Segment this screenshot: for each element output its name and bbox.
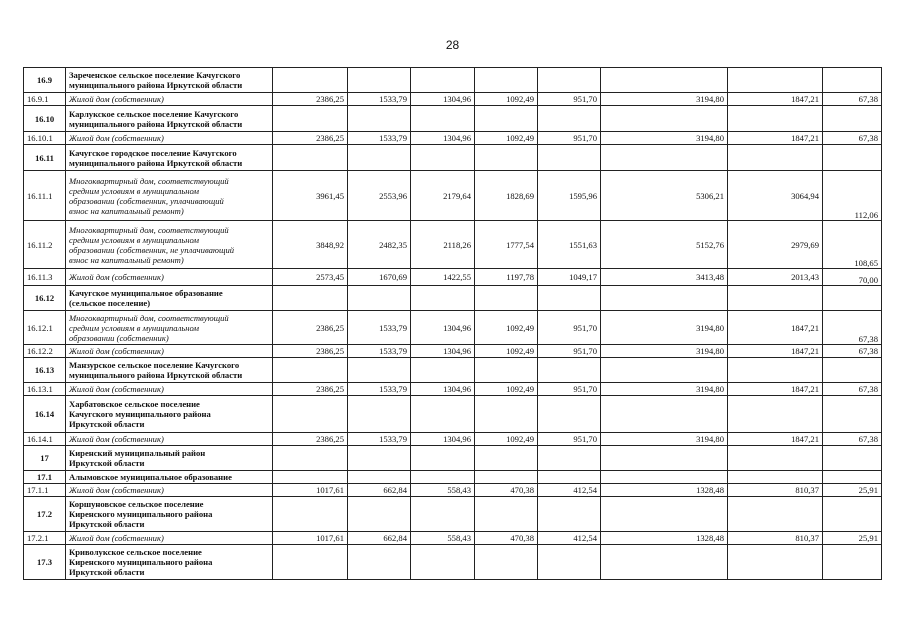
row-code: 17 <box>24 446 66 471</box>
name-line: муниципального района Иркутской области <box>69 157 243 168</box>
tariff-value: 2482,35 <box>348 221 411 269</box>
tariff-value: 1017,61 <box>273 532 348 545</box>
tariff-value: 1533,79 <box>348 311 411 345</box>
empty-cell <box>411 145 475 171</box>
empty-cell <box>601 396 728 433</box>
row-code: 16.12.1 <box>24 311 66 345</box>
empty-cell <box>475 471 538 484</box>
table-row <box>24 311 882 345</box>
empty-cell <box>411 358 475 383</box>
tariff-value: 951,70 <box>538 383 601 396</box>
empty-cell <box>728 446 823 471</box>
row-code: 16.9.1 <box>24 93 66 106</box>
empty-cell <box>411 68 475 93</box>
tariff-value: 1847,21 <box>728 311 823 345</box>
name-line: Алымовское муниципальное образование <box>69 472 232 482</box>
tariff-value: 662,84 <box>348 484 411 497</box>
name-line: образовании (собственник, уплачивающий <box>69 195 224 206</box>
name-line: Зареченское сельское поселение Качугского <box>69 70 241 80</box>
empty-cell <box>823 358 882 383</box>
empty-cell <box>273 68 348 93</box>
empty-cell <box>273 545 348 580</box>
tariff-value: 1092,49 <box>475 311 538 345</box>
tariff-value: 1197,78 <box>475 269 538 286</box>
tariff-value: 3848,92 <box>273 221 348 269</box>
empty-cell <box>538 358 601 383</box>
name-line: Киренского муниципального района <box>69 509 213 519</box>
tariff-value: 1092,49 <box>475 433 538 446</box>
name-line: муниципального района Иркутской области <box>69 370 243 380</box>
name-line: Жилой дом (собственник) <box>69 133 164 143</box>
name-line: Жилой дом (собственник) <box>69 533 164 543</box>
tariff-value: 951,70 <box>538 433 601 446</box>
tariff-value: 951,70 <box>538 93 601 106</box>
tariff-value: 3194,80 <box>601 132 728 145</box>
empty-cell <box>411 396 475 433</box>
empty-cell <box>823 286 882 311</box>
empty-cell <box>411 471 475 484</box>
section-title <box>66 358 273 383</box>
housing-type <box>66 132 273 145</box>
empty-cell <box>601 545 728 580</box>
empty-cell <box>348 497 411 532</box>
page-number: 28 <box>445 38 460 52</box>
tariff-value: 1847,21 <box>728 433 823 446</box>
tariff-value: 2553,96 <box>348 171 411 221</box>
tariff-value: 1304,96 <box>411 433 475 446</box>
empty-cell <box>475 446 538 471</box>
tariff-value: 2386,25 <box>273 132 348 145</box>
name-line: муниципального района Иркутской области <box>69 80 243 90</box>
tariff-value: 1847,21 <box>728 383 823 396</box>
table-row <box>24 345 882 358</box>
name-line: Харбатовское сельское поселение <box>69 399 200 409</box>
empty-cell <box>728 106 823 132</box>
tariff-value: 2386,25 <box>273 345 348 358</box>
housing-type <box>66 345 273 358</box>
tariff-value: 5152,76 <box>601 221 728 269</box>
tariff-value: 3194,80 <box>601 433 728 446</box>
empty-cell <box>475 286 538 311</box>
empty-cell <box>475 68 538 93</box>
empty-cell <box>601 358 728 383</box>
empty-cell <box>728 68 823 93</box>
section-title <box>66 396 273 433</box>
tariff-value: 1670,69 <box>348 269 411 286</box>
tariff-value: 67,38 <box>823 433 882 446</box>
tariff-table <box>23 67 882 580</box>
section-row <box>24 68 882 93</box>
empty-cell <box>475 497 538 532</box>
tariff-value: 67,38 <box>823 383 882 396</box>
tariff-value: 1533,79 <box>348 383 411 396</box>
section-title <box>66 106 273 132</box>
section-row <box>24 446 882 471</box>
name-line: Многоквартирный дом, соответствующий <box>69 312 229 323</box>
tariff-value: 1049,17 <box>538 269 601 286</box>
empty-cell <box>348 545 411 580</box>
tariff-value: 2386,25 <box>273 383 348 396</box>
empty-cell <box>348 471 411 484</box>
empty-cell <box>538 497 601 532</box>
tariff-value: 3194,80 <box>601 93 728 106</box>
name-line: Криволукское сельское поселение <box>69 547 202 557</box>
tariff-value: 1551,63 <box>538 221 601 269</box>
empty-cell <box>601 446 728 471</box>
tariff-value: 1304,96 <box>411 311 475 345</box>
section-row <box>24 396 882 433</box>
tariff-value: 951,70 <box>538 132 601 145</box>
tariff-value: 2573,45 <box>273 269 348 286</box>
tariff-value: 25,91 <box>823 484 882 497</box>
empty-cell <box>601 471 728 484</box>
tariff-value: 1847,21 <box>728 132 823 145</box>
empty-cell <box>823 471 882 484</box>
empty-cell <box>728 145 823 171</box>
tariff-value: 108,65 <box>823 221 882 269</box>
tariff-value: 1533,79 <box>348 132 411 145</box>
housing-type <box>66 532 273 545</box>
row-code: 16.11.2 <box>24 221 66 269</box>
tariff-value: 1092,49 <box>475 345 538 358</box>
empty-cell <box>601 106 728 132</box>
row-code: 16.14 <box>24 396 66 433</box>
name-line: средним условиям в муниципальном <box>69 322 199 333</box>
table-row <box>24 433 882 446</box>
row-code: 16.11 <box>24 145 66 171</box>
name-line: Многоквартирный дом, соответствующий <box>69 175 229 186</box>
tariff-value: 810,37 <box>728 484 823 497</box>
row-code: 17.2.1 <box>24 532 66 545</box>
empty-cell <box>273 396 348 433</box>
row-code: 17.2 <box>24 497 66 532</box>
tariff-value: 2979,69 <box>728 221 823 269</box>
empty-cell <box>538 471 601 484</box>
section-title <box>66 145 273 171</box>
tariff-value: 662,84 <box>348 532 411 545</box>
empty-cell <box>538 106 601 132</box>
tariff-value: 3064,94 <box>728 171 823 221</box>
empty-cell <box>411 446 475 471</box>
name-line: (сельское поселение) <box>69 298 151 308</box>
name-line: средним условиям в муниципальном <box>69 185 199 196</box>
empty-cell <box>728 545 823 580</box>
name-line: Качугское городское поселение Качугского <box>69 147 237 158</box>
empty-cell <box>823 446 882 471</box>
tariff-value: 1304,96 <box>411 132 475 145</box>
table-row <box>24 532 882 545</box>
empty-cell <box>538 145 601 171</box>
name-line: Иркутской области <box>69 567 145 577</box>
name-line: Киренского муниципального района <box>69 557 213 567</box>
name-line: Жилой дом (собственник) <box>69 485 164 495</box>
empty-cell <box>823 68 882 93</box>
tariff-value: 1092,49 <box>475 383 538 396</box>
empty-cell <box>348 145 411 171</box>
name-line: Манзурское сельское поселение Качугского <box>69 360 240 370</box>
empty-cell <box>538 446 601 471</box>
housing-type <box>66 383 273 396</box>
tariff-value: 558,43 <box>411 484 475 497</box>
tariff-value: 1328,48 <box>601 484 728 497</box>
empty-cell <box>411 286 475 311</box>
section-title <box>66 471 273 484</box>
name-line: Многоквартирный дом, соответствующий <box>69 224 229 235</box>
tariff-value: 1328,48 <box>601 532 728 545</box>
tariff-value: 558,43 <box>411 532 475 545</box>
empty-cell <box>348 358 411 383</box>
empty-cell <box>823 145 882 171</box>
name-line: взнос на капитальный ремонт) <box>69 254 184 265</box>
name-line: Жилой дом (собственник) <box>69 346 164 356</box>
row-code: 16.13.1 <box>24 383 66 396</box>
empty-cell <box>273 145 348 171</box>
empty-cell <box>538 396 601 433</box>
tariff-value: 2118,26 <box>411 221 475 269</box>
section-row <box>24 497 882 532</box>
housing-type <box>66 171 273 221</box>
empty-cell <box>823 497 882 532</box>
tariff-value: 67,38 <box>823 311 882 345</box>
tariff-value: 1304,96 <box>411 93 475 106</box>
housing-type <box>66 93 273 106</box>
tariff-value: 3413,48 <box>601 269 728 286</box>
empty-cell <box>273 106 348 132</box>
row-code: 17.1 <box>24 471 66 484</box>
tariff-value: 2386,25 <box>273 433 348 446</box>
housing-type <box>66 269 273 286</box>
row-code: 16.12.2 <box>24 345 66 358</box>
housing-type <box>66 311 273 345</box>
table-row <box>24 383 882 396</box>
tariff-value: 1092,49 <box>475 132 538 145</box>
row-code: 16.9 <box>24 68 66 93</box>
empty-cell <box>538 286 601 311</box>
tariff-value: 1777,54 <box>475 221 538 269</box>
tariff-value: 3194,80 <box>601 345 728 358</box>
section-row <box>24 286 882 311</box>
name-line: Жилой дом (собственник) <box>69 272 164 282</box>
name-line: образовании (собственник, не уплачивающий <box>69 244 235 255</box>
empty-cell <box>823 106 882 132</box>
empty-cell <box>273 497 348 532</box>
tariff-value: 5306,21 <box>601 171 728 221</box>
tariff-value: 70,00 <box>823 269 882 286</box>
empty-cell <box>411 106 475 132</box>
empty-cell <box>348 446 411 471</box>
name-line: Карлукское сельское поселение Качугского <box>69 108 239 119</box>
empty-cell <box>728 286 823 311</box>
housing-type <box>66 221 273 269</box>
tariff-value: 1828,69 <box>475 171 538 221</box>
empty-cell <box>273 358 348 383</box>
empty-cell <box>538 545 601 580</box>
tariff-value: 67,38 <box>823 93 882 106</box>
table-row <box>24 171 882 221</box>
tariff-value: 3961,45 <box>273 171 348 221</box>
tariff-value: 412,54 <box>538 484 601 497</box>
tariff-value: 2386,25 <box>273 93 348 106</box>
name-line: взнос на капитальный ремонт) <box>69 205 184 216</box>
empty-cell <box>601 286 728 311</box>
housing-type <box>66 484 273 497</box>
tariff-value: 2386,25 <box>273 311 348 345</box>
tariff-value: 1533,79 <box>348 93 411 106</box>
empty-cell <box>601 145 728 171</box>
empty-cell <box>348 68 411 93</box>
table-row <box>24 221 882 269</box>
tariff-value: 3194,80 <box>601 311 728 345</box>
section-title <box>66 286 273 311</box>
name-line: Иркутской области <box>69 458 145 468</box>
table-row <box>24 484 882 497</box>
section-title <box>66 545 273 580</box>
name-line: Качугское муниципальное образование <box>69 288 223 298</box>
row-code: 16.10 <box>24 106 66 132</box>
name-line: Жилой дом (собственник) <box>69 94 164 104</box>
empty-cell <box>273 471 348 484</box>
empty-cell <box>728 358 823 383</box>
tariff-value: 810,37 <box>728 532 823 545</box>
empty-cell <box>475 396 538 433</box>
tariff-value: 3194,80 <box>601 383 728 396</box>
empty-cell <box>475 358 538 383</box>
tariff-value: 1422,55 <box>411 269 475 286</box>
empty-cell <box>475 545 538 580</box>
section-row <box>24 145 882 171</box>
row-code: 16.12 <box>24 286 66 311</box>
tariff-value: 412,54 <box>538 532 601 545</box>
tariff-value: 470,38 <box>475 532 538 545</box>
row-code: 17.3 <box>24 545 66 580</box>
table-row <box>24 269 882 286</box>
row-code: 16.14.1 <box>24 433 66 446</box>
empty-cell <box>728 497 823 532</box>
housing-type <box>66 433 273 446</box>
name-line: средним условиям в муниципальном <box>69 234 199 245</box>
empty-cell <box>411 545 475 580</box>
tariff-value: 1533,79 <box>348 345 411 358</box>
empty-cell <box>348 106 411 132</box>
empty-cell <box>348 396 411 433</box>
row-code: 16.11.3 <box>24 269 66 286</box>
row-code: 17.1.1 <box>24 484 66 497</box>
section-row <box>24 545 882 580</box>
empty-cell <box>411 497 475 532</box>
section-title <box>66 446 273 471</box>
tariff-value: 2013,43 <box>728 269 823 286</box>
empty-cell <box>728 396 823 433</box>
name-line: Иркутской области <box>69 519 145 529</box>
row-code: 16.11.1 <box>24 171 66 221</box>
table-row <box>24 93 882 106</box>
tariff-value: 1092,49 <box>475 93 538 106</box>
tariff-value: 951,70 <box>538 345 601 358</box>
tariff-value: 1304,96 <box>411 383 475 396</box>
tariff-value: 1017,61 <box>273 484 348 497</box>
section-row <box>24 358 882 383</box>
empty-cell <box>475 106 538 132</box>
section-row <box>24 106 882 132</box>
name-line: Жилой дом (собственник) <box>69 384 164 394</box>
tariff-value: 67,38 <box>823 132 882 145</box>
empty-cell <box>538 68 601 93</box>
tariff-value: 470,38 <box>475 484 538 497</box>
row-code: 16.13 <box>24 358 66 383</box>
empty-cell <box>728 471 823 484</box>
section-row <box>24 471 882 484</box>
tariff-value: 1304,96 <box>411 345 475 358</box>
empty-cell <box>348 286 411 311</box>
tariff-value: 25,91 <box>823 532 882 545</box>
section-title <box>66 68 273 93</box>
empty-cell <box>273 446 348 471</box>
name-line: Жилой дом (собственник) <box>69 434 164 444</box>
name-line: Киренский муниципальный район <box>69 448 206 458</box>
tariff-value: 1533,79 <box>348 433 411 446</box>
tariff-value: 951,70 <box>538 311 601 345</box>
tariff-value: 1847,21 <box>728 345 823 358</box>
name-line: муниципального района Иркутской области <box>69 118 243 129</box>
empty-cell <box>601 497 728 532</box>
empty-cell <box>475 145 538 171</box>
tariff-value: 1847,21 <box>728 93 823 106</box>
name-line: Иркутской области <box>69 419 145 429</box>
empty-cell <box>823 396 882 433</box>
empty-cell <box>273 286 348 311</box>
name-line: Качугского муниципального района <box>69 409 211 419</box>
tariff-value: 112,06 <box>823 171 882 221</box>
table-body <box>24 68 882 580</box>
name-line: Коршуновское сельское поселение <box>69 499 204 509</box>
name-line: образовании (собственник) <box>69 332 169 343</box>
tariff-value: 67,38 <box>823 345 882 358</box>
table-row <box>24 132 882 145</box>
empty-cell <box>823 545 882 580</box>
tariff-value: 1595,96 <box>538 171 601 221</box>
empty-cell <box>601 68 728 93</box>
row-code: 16.10.1 <box>24 132 66 145</box>
section-title <box>66 497 273 532</box>
tariff-value: 2179,64 <box>411 171 475 221</box>
